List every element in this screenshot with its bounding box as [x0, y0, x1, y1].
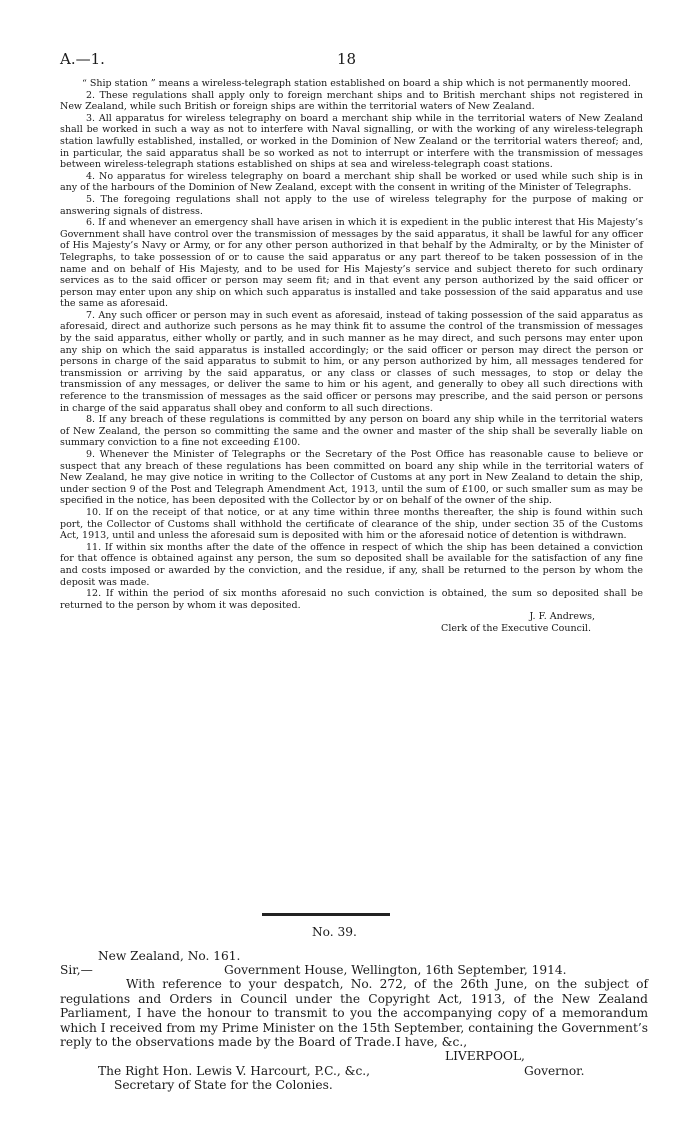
- new-zealand-number: New Zealand, No. 161.: [98, 949, 241, 963]
- section-divider: [262, 913, 390, 916]
- regulation-paragraph: 7. Any such officer or person may in such event as aforesaid, instead of taking possession of the said apparatus as aforesaid, direct and authorize such persons as he may think fit to assume the control of the transmission of messages by the said apparatus, either wholly or partly, and in such manner as he may direct, and such persons may enter upon any ship on which the said apparatus is installed accordingly; or the said officer or person may direct the person or persons in charge of the said apparatus to submit to him, or any person authorized by him, all messages tendered for transmission or arriving by the said apparatus, or any class or classes of such messages, to stop or delay the transmission of any messages, or deliver the same to him or his agent, and generally to obey all such directions with reference to the transmission of messages as the said officer or persons may prescribe, and the said person or persons in charge of the said apparatus shall obey and conform to all such directions.: [60, 309, 643, 414]
- regulation-paragraph: 9. Whenever the Minister of Telegraphs or the Secretary of the Post Office has reasonable cause to believe or suspect that any breach of these regulations has been committed on board any ship while in the territorial waters of New Zealand, he may give notice in writing to the Collector of Customs at any port in New Zealand to detain the ship, under section 9 of the Post and Telegraph Amendment Act, 1913, until the sum of £100, or such smaller sum as may be specified in the notice, has been deposited with the Collector by or on behalf of the owner of the ship.: [60, 449, 643, 507]
- signatory-title: Clerk of the Executive Council.: [441, 622, 591, 634]
- dateline: Government House, Wellington, 16th September, 1914.: [224, 963, 567, 977]
- despatch-paragraph: With reference to your despatch, No. 272, of the 26th June, on the subject of regulations and Orders in Council under the Copyright Act, 1913, of the New Zealand Parliament, I have the honour to transmit to you the accompanying copy of a memorandum which I received from my Prime Minister on the 15th September, containing the Government’s reply to the observations made by the Board of Trade.: [60, 977, 648, 1050]
- regulation-paragraph: 5. The foregoing regulations shall not apply to the use of wireless telegraphy for the purpose of making or answering signals of distress.: [60, 193, 643, 217]
- salutation: Sir,—: [60, 963, 93, 977]
- closing: I have, &c.,: [396, 1035, 468, 1049]
- signature-title: Governor.: [524, 1064, 585, 1078]
- regulation-paragraph: 3. All apparatus for wireless telegraphy on board a merchant ship while in the territorial waters of New Zealand shall be worked in such a way as not to interfere with Naval signalling, or with the working of any wireless-telegraph station lawfully established, installed, or worked in the Dominion of New Zealand or the territorial waters thereof; and, in particular, the said apparatus shall be so worked as not to interrupt or interfere with the transmission of messages between wireless-telegraph stations established on ships at sea and wireless-telegraph coast stations.: [60, 112, 643, 171]
- regulation-paragraph: 10. If on the receipt of that notice, or at any time within three months thereafter, the ship is found within such port, the Collector of Customs shall withhold the certificate of clearance of the ship, under section 35 of the Customs Act, 1913, until and unless the aforesaid sum is deposited with him or the aforesaid notice of detention is withdrawn.: [60, 506, 643, 542]
- regulation-paragraph: 11. If within six months after the date of the offence in respect of which the ship has been detained a conviction for that offence is obtained against any person, the sum so deposited shall be available for the satisfaction of any fine and costs imposed or awarded by the conviction, and the residue, if any, shall be returned to the person by whom the deposit was made.: [60, 541, 643, 588]
- signatory-name: J. F. Andrews,: [529, 611, 595, 623]
- regulation-paragraph: 6. If and whenever an emergency shall have arisen in which it is expedient in the public interest that His Majesty’s Government shall have control over the transmission of messages by the said apparatus, it shall be lawful for any officer of His Majesty’s Navy or Army, or for any other person authorized in that behalf by the Admiralty, or by the Minister of Telegraphs, to take possession of or to cause the said apparatus or any part thereof to be taken possession of in the name and on behalf of His Majesty, and to be used for His Majesty’s service and subject thereto for such ordinary services as to the said officer or person may seem fit; and in that event any person authorized by the said officer or person may enter upon any ship on which such apparatus is installed and take possession of the said apparatus and use the same as aforesaid.: [60, 217, 643, 310]
- regulation-paragraph: 8. If any breach of these regulations is committed by any person on board any ship while in the territorial waters of New Zealand, the person so committing the same and the owner and master of the ship shall be severally liable on summary conviction to a fine not exceeding £100.: [60, 414, 643, 449]
- page-header: [60, 50, 640, 72]
- page-number: 18: [337, 50, 357, 68]
- regulation-paragraph: 12. If within the period of six months aforesaid no such conviction is obtained, the sum so deposited shall be returned to the person by whom it was deposited.: [60, 588, 643, 611]
- document-reference: A.—1.: [60, 50, 105, 68]
- addressee-title: Secretary of State for the Colonies.: [114, 1078, 333, 1092]
- ship-station-definition: “ Ship station ” means a wireless-telegraph station established on board a ship which is not permanently moored.: [82, 78, 631, 89]
- addressee: The Right Hon. Lewis V. Harcourt, P.C., &c.,: [98, 1064, 371, 1078]
- despatch-body: [60, 977, 648, 1050]
- signature: LIVERPOOL,: [445, 1049, 525, 1063]
- regulation-paragraph: 2. These regulations shall apply only to foreign merchant ships and to British merchant ships not registered in New Zealand, while such British or foreign ships are within the territorial waters of New Zealand.: [60, 89, 643, 113]
- regulation-paragraph: 4. No apparatus for wireless telegraphy on board a merchant ship shall be worked or used while such ship is in any of the harbours of the Dominion of New Zealand, except with the consent in writing of the Minister of Telegraphs.: [60, 170, 643, 194]
- despatch-number: No. 39.: [312, 925, 357, 939]
- regulations-section: [60, 78, 643, 635]
